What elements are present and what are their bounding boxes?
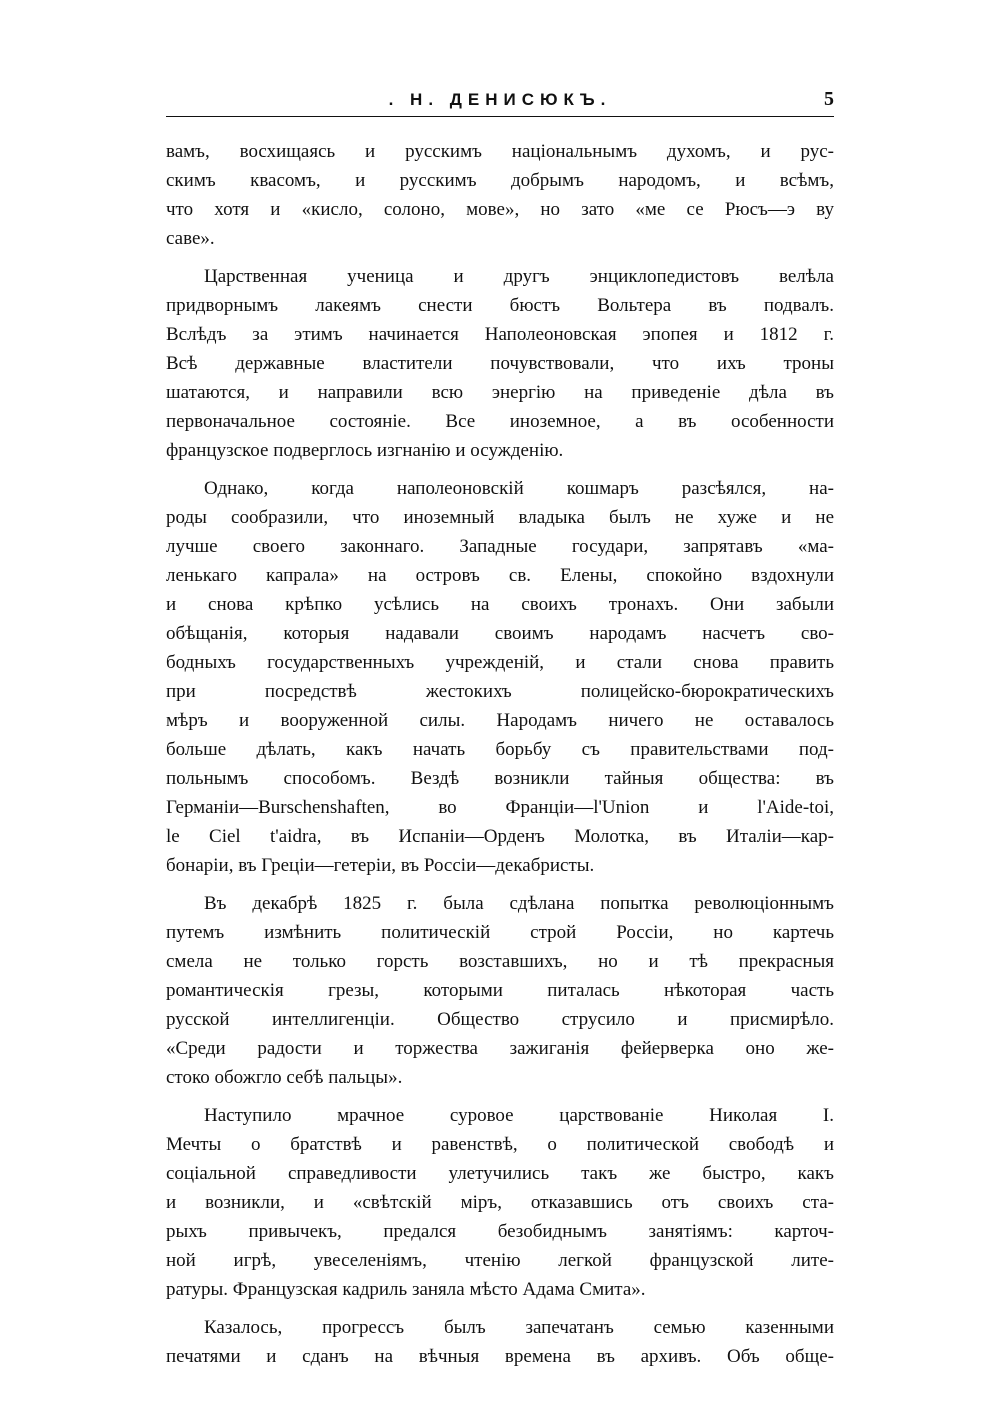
header-rule bbox=[166, 116, 834, 117]
text-line: рыхъ привычекъ, предался безобиднымъ занятіямъ: карточ- bbox=[166, 1221, 834, 1242]
paragraph bbox=[166, 262, 834, 465]
text-line: Мечты о братствѣ и равенствѣ, о политической свободѣ и bbox=[166, 1134, 834, 1155]
text-line: «Среди радости и торжества зажиганія фейерверка оно же- bbox=[166, 1038, 834, 1059]
text-line: вамъ, восхищаясь и русскимъ національнымъ духомъ, и рус- bbox=[166, 141, 834, 162]
text-line: Наступило мрачное суровое царствованіе Николая I. bbox=[204, 1105, 834, 1126]
text-line: скимъ квасомъ, и русскимъ добрымъ народомъ, и всѣмъ, bbox=[166, 170, 834, 191]
text-line: стоко обожгло себѣ пальцы». bbox=[166, 1067, 403, 1088]
text-line: Вслѣдъ за этимъ начинается Наполеоновская эпопея и 1812 г. bbox=[166, 324, 834, 345]
paragraph bbox=[166, 1313, 834, 1371]
text-line: больше дѣлать, какъ начать борьбу съ правительствами под- bbox=[166, 739, 834, 760]
running-title: . Н. ДЕНИСЮКЪ. bbox=[388, 90, 612, 109]
text-line: Казалось, прогрессъ былъ запечатанъ семью казенными bbox=[204, 1317, 834, 1338]
text-line: Царственная ученица и другъ энциклопедистовъ велѣла bbox=[204, 266, 834, 287]
text-line: бодныхъ государственныхъ учрежденій, и стали снова править bbox=[166, 652, 834, 673]
text-line: первоначальное состояніе. Все иноземное, а въ особенности bbox=[166, 411, 834, 432]
text-line: бонаріи, въ Греціи—гетеріи, въ Россіи—декабристы. bbox=[166, 855, 595, 876]
text-line: обѣщанія, которыя надавали своимъ народамъ насчетъ сво- bbox=[166, 623, 834, 644]
text-line: русской интеллигенціи. Общество струсило и присмирѣло. bbox=[166, 1009, 834, 1030]
text-line: что хотя и «кисло, солоно, мове», но зато «ме се Рюсъ—э ву bbox=[166, 199, 834, 220]
text-line: путемъ измѣнить политическій строй Россіи, но картечь bbox=[166, 922, 834, 943]
running-head bbox=[166, 84, 834, 114]
paragraph bbox=[166, 137, 834, 253]
text-line: печатями и сданъ на вѣчныя времена въ архивъ. Объ обще- bbox=[166, 1346, 834, 1367]
text-line: лучше своего законнаго. Западные государи, запрятавъ «ма- bbox=[166, 536, 834, 557]
paragraph bbox=[166, 1101, 834, 1304]
text-line: польнымъ способомъ. Вездѣ возникли тайныя общества: въ bbox=[166, 768, 834, 789]
text-line: соціальной справедливости улетучились такъ же быстро, какъ bbox=[166, 1163, 834, 1184]
text-line: и возникли, и «свѣтскій міръ, отказавшись отъ своихъ ста- bbox=[166, 1192, 834, 1213]
text-line: романтическія грезы, которыми питалась нѣкоторая часть bbox=[166, 980, 834, 1001]
text-line: роды сообразили, что иноземный владыка былъ не хуже и не bbox=[166, 507, 834, 528]
text-line: саве». bbox=[166, 228, 215, 249]
text-line: придворнымъ лакеямъ снести бюстъ Вольтера въ подвалъ. bbox=[166, 295, 834, 316]
text-line: мѣръ и вооруженной силы. Народамъ ничего не оставалось bbox=[166, 710, 834, 731]
text-line: смела не только горсть возставшихъ, но и тѣ прекрасныя bbox=[166, 951, 834, 972]
text-line: при посредствѣ жестокихъ полицейско-бюрократическихъ bbox=[166, 681, 834, 702]
page-number: 5 bbox=[824, 88, 834, 110]
text-line: ратуры. Французская кадриль заняла мѣсто Адама Смита». bbox=[166, 1279, 646, 1300]
paragraph bbox=[166, 474, 834, 880]
text-line: ной игрѣ, увеселеніямъ, чтенію легкой французской лите- bbox=[166, 1250, 834, 1271]
text-line: и снова крѣпко усѣлись на своихъ тронахъ. Они забыли bbox=[166, 594, 834, 615]
text-line: французское подверглось изгнанію и осужденію. bbox=[166, 440, 564, 461]
text-line: le Ciel t'aidra, въ Испаніи—Орденъ Молотка, въ Италіи—кар- bbox=[166, 826, 834, 847]
text-line: Однако, когда наполеоновскій кошмаръ разсѣялся, на- bbox=[204, 478, 834, 499]
text-line: ленькаго капрала» на островъ св. Елены, спокойно вздохнули bbox=[166, 565, 834, 586]
text-line: Всѣ державные властители почувствовали, что ихъ троны bbox=[166, 353, 834, 374]
text-line: шатаются, и направили всю энергію на приведеніе дѣла въ bbox=[166, 382, 834, 403]
body-text bbox=[166, 137, 834, 1380]
paragraph bbox=[166, 889, 834, 1092]
text-line: Въ декабрѣ 1825 г. была сдѣлана попытка революціоннымъ bbox=[204, 893, 834, 914]
text-line: Германіи—Burschenshaften, во Франціи—l'Union и l'Aide-toi, bbox=[166, 797, 834, 818]
